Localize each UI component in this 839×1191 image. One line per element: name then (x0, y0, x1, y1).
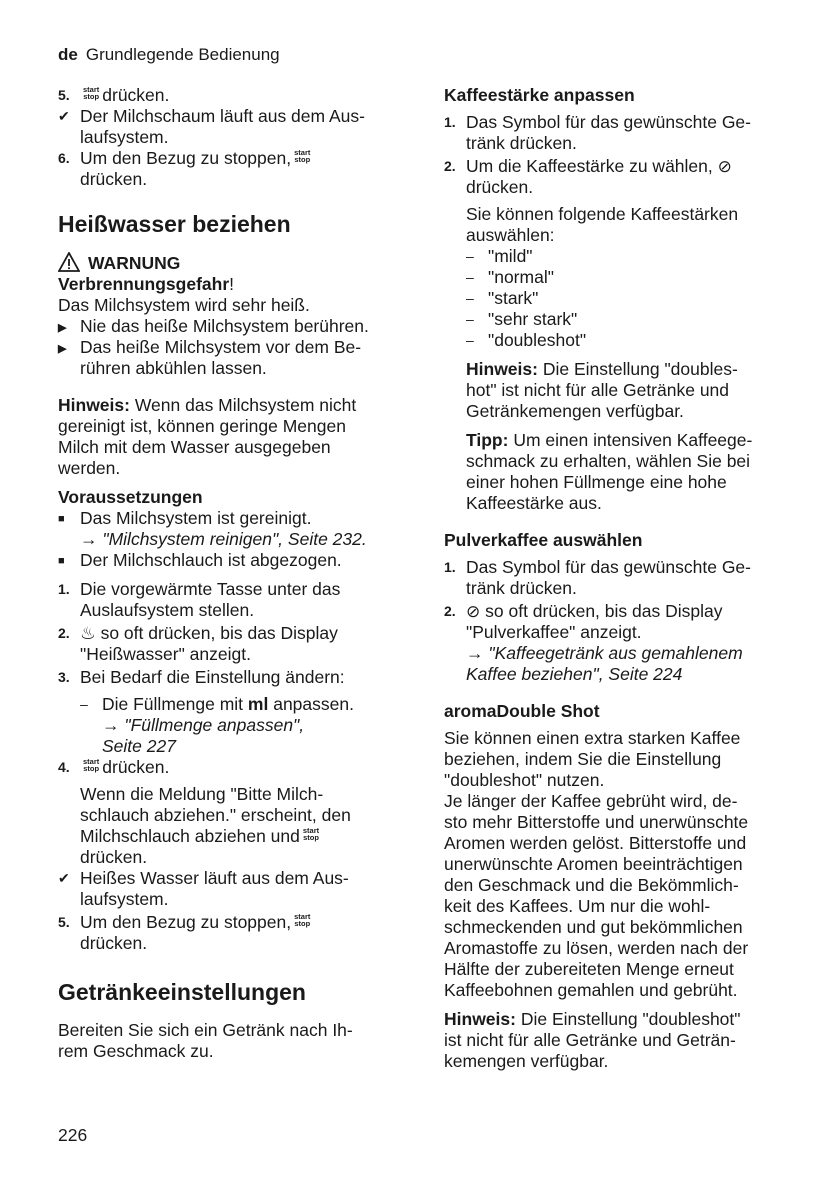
precondition-1: ■ Das Milchsystem ist gereinigt. → "Milchsystem reinigen", Seite 232. (58, 508, 367, 549)
danger-line: Verbrennungsgefahr! (58, 274, 235, 294)
heading-getraenkeeinstellungen: Getränkeeinstellungen (58, 979, 306, 1005)
tip: Tipp: Um einen intensiven Kaffeege- schmack zu erhalten, wählen Sie bei einer hohen Füllmenge eine hohe Kaffeestärke aus. (466, 430, 753, 513)
step-3: 3. Bei Bedarf die Einstellung ändern: (58, 667, 345, 687)
k-step-1: 1. Das Symbol für das gewünschte Ge- tränk drücken. (444, 112, 751, 153)
step-5b: 5. Um den Bezug zu stoppen, start stop drücken. (58, 912, 311, 953)
heading-voraussetzungen: Voraussetzungen (58, 487, 203, 507)
precondition-2: ■ Der Milchschlauch ist abgezogen. (58, 550, 342, 570)
coffee-strength-icon: ⊘ (466, 602, 481, 621)
step-5: 5. start stop drücken. (58, 85, 170, 105)
strength-options: Sie können folgende Kaffeestärken auswählen: – "mild" – "normal" – "stark" – "sehr stark" – "doubleshot" (466, 204, 739, 350)
hot-water-icon: ♨ (80, 623, 96, 643)
warning-heading: WARNUNG (58, 252, 403, 274)
heading-kaffeestaerke: Kaffeestärke anpassen (444, 85, 635, 105)
aroma-note: Hinweis: Die Einstellung "doubleshot" ist nicht für alle Getränke und Geträn- kemengen verfügbar. (444, 1009, 741, 1071)
page-header (58, 45, 280, 65)
getraenke-intro: Bereiten Sie sich ein Getränk nach Ih- rem Geschmack zu. (58, 1020, 353, 1061)
message-hose: Wenn die Meldung "Bitte Milch- schlauch abziehen." erscheint, den Milchschlauch abziehen und start stop drücken. (80, 784, 351, 867)
step-6: 6. Um den Bezug zu stoppen, start stop drücken. (58, 148, 311, 189)
start-stop-icon: start stop (294, 148, 311, 164)
start-stop-icon: start stop (302, 826, 320, 842)
warning-icon (58, 252, 80, 272)
step-2: 2. ♨ so oft drücken, bis das Display "Heißwasser" anzeigt. (58, 623, 338, 664)
start-stop-icon: start stop (83, 757, 100, 773)
checkmark-icon: ✔ (58, 108, 70, 124)
heading-aroma: aromaDouble Shot (444, 701, 600, 721)
aroma-text: Sie können einen extra starken Kaffee beziehen, indem Sie die Einstellung "doubleshot" nutzen. Je länger der Kaffee gebrüht wird, de- sto mehr Bitterstoffe und unerwünschte Aromen werden gelöst. Bitterstoffe und unerwünschte Aromen beeinträchtigen den Geschmack und die Bekömmlich- keit des Kaffees. Um nur die wohl- schmeckenden und gut bekömmlichen Aromastoffe zu lösen, werden nach der Hälfte der zubereiteten Menge erneut Kaffeebohnen gemahlen und gebrüht. (444, 728, 749, 1000)
coffee-strength-icon: ⊘ (717, 157, 732, 176)
instruction-1: ▶ Nie das heiße Milchsystem berühren. (58, 316, 369, 336)
right-column (444, 85, 794, 1072)
heading-heisswasser: Heißwasser beziehen (58, 211, 291, 237)
result-hot-water: ✔ Heißes Wasser läuft aus dem Aus- laufsystem. (58, 868, 349, 909)
start-stop-icon: start stop (294, 912, 311, 928)
start-stop-icon: start stop (83, 85, 100, 101)
note-doubleshot: Hinweis: Die Einstellung "doubles- hot" ist nicht für alle Getränke und Getränkemengen verfügbar. (466, 359, 738, 421)
step-4: 4. start stop drücken. (58, 757, 170, 777)
p-step-2: 2. ⊘ so oft drücken, bis das Display "Pulverkaffee" anzeigt. → "Kaffeegetränk aus gemahlenem Kaffee beziehen", Seite 224 (444, 601, 743, 684)
p-step-1: 1. Das Symbol für das gewünschte Ge- tränk drücken. (444, 557, 751, 598)
note-milk-system: Hinweis: Wenn das Milchsystem nicht gereinigt ist, können geringe Mengen Milch mit dem Wasser ausgegeben werden. (58, 395, 357, 478)
language-code: de (58, 45, 78, 64)
substep-fill: – Die Füllmenge mit ml anpassen. → "Füllmenge anpassen", Seite 227 (80, 694, 354, 756)
left-column (58, 85, 403, 1062)
step-1: 1. Die vorgewärmte Tasse unter das Auslaufsystem stellen. (58, 579, 341, 620)
section-title: Grundlegende Bedienung (85, 45, 280, 64)
checkmark-icon: ✔ (58, 870, 70, 886)
heading-pulverkaffee: Pulverkaffee auswählen (444, 530, 643, 550)
instruction-2: ▶ Das heiße Milchsystem vor dem Be- rühren abkühlen lassen. (58, 337, 362, 378)
page-number: 226 (58, 1125, 88, 1145)
k-step-2: 2. Um die Kaffeestärke zu wählen, ⊘ drücken. (444, 156, 732, 197)
result-milk-foam: ✔ Der Milchschaum läuft aus dem Aus- laufsystem. (58, 106, 365, 147)
danger-description: Das Milchsystem wird sehr heiß. (58, 295, 310, 315)
